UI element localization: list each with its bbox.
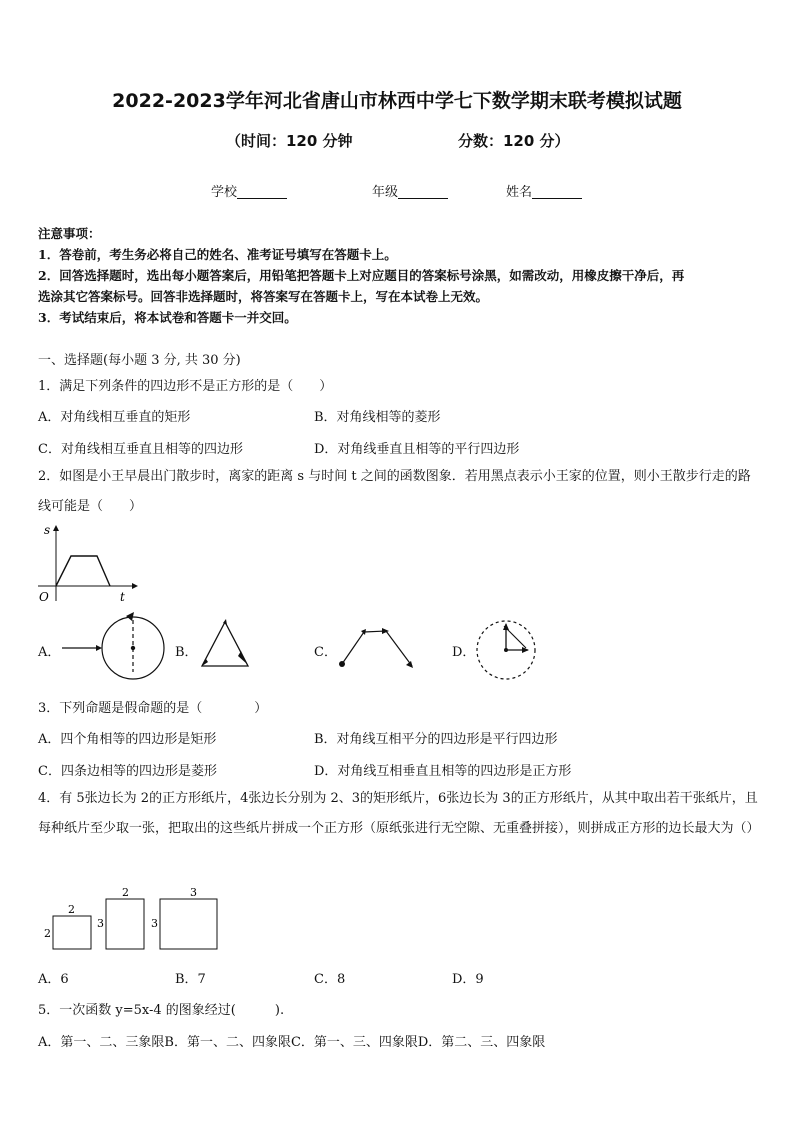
q5-stem: 5．一次函数 y=5x-4 的图象经过( ). <box>38 1003 285 1018</box>
grade-label: 年级 <box>372 185 399 200</box>
name-field <box>506 181 582 200</box>
q2-distance-time-graph <box>34 522 139 604</box>
section-heading: 一、选择题(每小题 3 分, 共 30 分) <box>38 353 241 368</box>
fig-label: 2 <box>44 927 51 940</box>
q2-option-b[interactable]: B． <box>175 645 198 660</box>
exam-time: （时间：120 分钟 <box>226 132 353 150</box>
q1-option-b[interactable]: B．对角线相等的菱形 <box>314 410 441 425</box>
graph-origin-label: O <box>39 590 49 604</box>
note-item: 2．回答选择题时，选出每小题答案后，用铅笔把答题卡上对应题目的答案标号涂黑，如需改动，用橡皮擦干净后，再 <box>38 268 685 283</box>
q2-figure-d <box>474 618 538 682</box>
q4-option-a[interactable]: A．6 <box>38 972 69 987</box>
q3-stem: 3．下列命题是假命题的是（ ） <box>38 701 268 716</box>
q2-figure-a <box>60 608 170 684</box>
q1-option-d[interactable]: D．对角线垂直且相等的平行四边形 <box>314 442 520 457</box>
page-title: 2022-2023学年河北省唐山市林西中学七下数学期末联考模拟试题 <box>112 90 682 112</box>
fig-label: 2 <box>122 886 129 899</box>
q1-option-c[interactable]: C．对角线相互垂直且相等的四边形 <box>38 442 243 457</box>
name-label: 姓名 <box>506 185 533 200</box>
school-label: 学校 <box>211 185 238 200</box>
note-item: 1．答卷前，考生务必将自己的姓名、准考证号填写在答题卡上。 <box>38 247 397 262</box>
grade-field <box>372 181 448 200</box>
school-field <box>211 181 287 200</box>
note-item: 选涂其它答案标号。回答非选择题时，将答案写在答题卡上，写在本试卷上无效。 <box>38 289 489 304</box>
notes-heading: 注意事项： <box>38 226 101 241</box>
grade-blank[interactable] <box>398 184 448 199</box>
school-blank[interactable] <box>237 184 287 199</box>
exam-score: 分数：120 分） <box>458 132 570 150</box>
q2-figure-c <box>334 618 420 674</box>
q2-stem: 2．如图是小王早晨出门散步时，离家的距离 s 与时间 t 之间的函数图象．若用黑点表示小王家的位置，则小王散步行走的路线可能是（ ） <box>38 469 751 514</box>
q3-option-d[interactable]: D．对角线互相垂直且相等的四边形是正方形 <box>314 764 572 779</box>
note-item: 3．考试结束后，将本试卷和答题卡一并交回。 <box>38 310 297 325</box>
q2-option-c[interactable]: C． <box>314 645 337 660</box>
graph-s-label: s <box>44 523 51 537</box>
q2-figure-b <box>196 616 256 672</box>
q4-option-d[interactable]: D．9 <box>452 972 484 987</box>
q2-option-a[interactable]: A． <box>38 645 61 660</box>
q4-option-b[interactable]: B．7 <box>175 972 206 987</box>
q3-option-c[interactable]: C．四条边相等的四边形是菱形 <box>38 764 217 779</box>
q5-options[interactable]: A．第一、二、三象限B．第一、二、四象限C．第一、三、四象限D．第二、三、四象限 <box>38 1035 546 1050</box>
q4-stem: 4．有 5张边长为 2的正方形纸片，4张边长分别为 2、3的矩形纸片，6张边长为 3的正方形纸片，从其中取出若干张纸片，且每种纸片至少取一张，把取出的这些纸片拼成一个正方形（原纸张进行无空隙、无重叠拼接），则拼成正方形的边长最大为（） <box>38 791 760 836</box>
q1-stem: 1．满足下列条件的四边形不是正方形的是（ ） <box>38 379 333 394</box>
fig-label: 3 <box>97 917 104 930</box>
q4-option-c[interactable]: C．8 <box>314 972 346 987</box>
q1-option-a[interactable]: A．对角线相互垂直的矩形 <box>38 410 191 425</box>
name-blank[interactable] <box>532 184 582 199</box>
fig-label: 2 <box>68 903 75 916</box>
q3-option-a[interactable]: A．四个角相等的四边形是矩形 <box>38 732 217 747</box>
graph-t-label: t <box>120 590 125 604</box>
q2-option-d[interactable]: D． <box>452 645 476 660</box>
q4-paper-figures <box>40 886 230 954</box>
fig-label: 3 <box>190 886 197 899</box>
fig-label: 3 <box>151 917 158 930</box>
q3-option-b[interactable]: B．对角线互相平分的四边形是平行四边形 <box>314 732 558 747</box>
